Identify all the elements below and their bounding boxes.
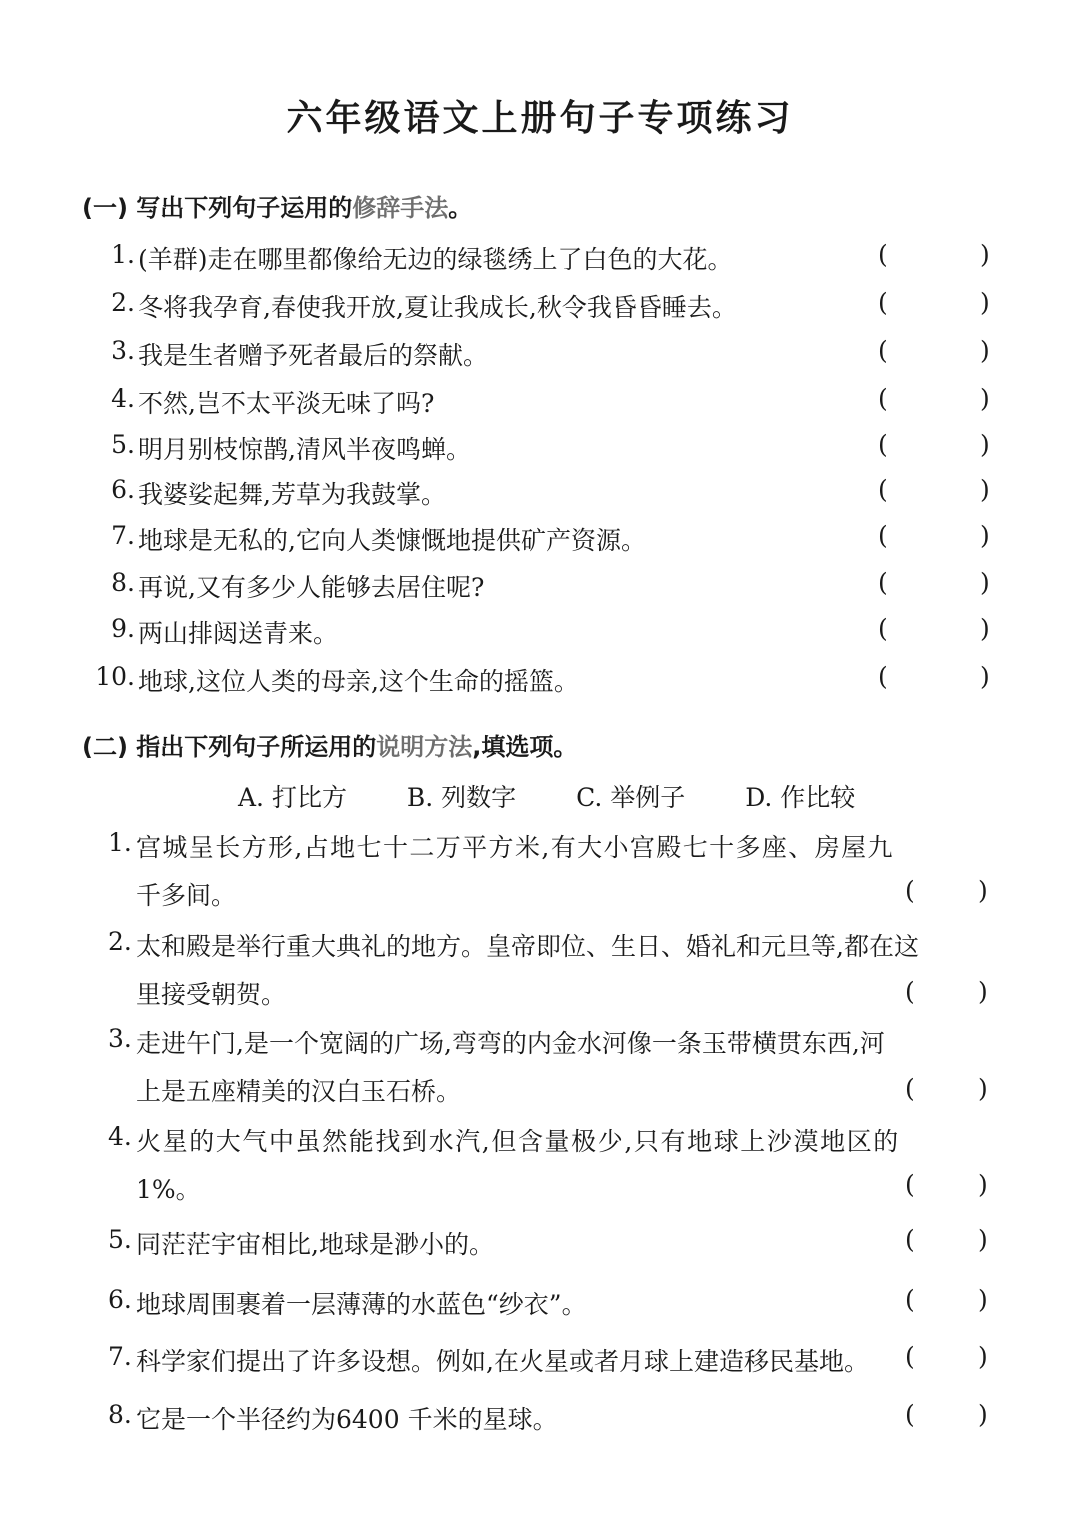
answer-paren-close: ) bbox=[978, 876, 988, 905]
s2-item-text-line1: 火星的大气中虽然能找到水汽,但含量极少,只有地球上沙漠地区的 bbox=[136, 1127, 900, 1156]
option-d: D. 作比较 bbox=[745, 783, 856, 812]
s2-item-1 bbox=[0, 828, 1080, 918]
s1-item-text: 不然,岂不太平淡无味了吗? bbox=[138, 389, 435, 418]
s2-item-number: 7. bbox=[108, 1342, 132, 1371]
s2-item-text-line1: 科学家们提出了许多设想。例如,在火星或者月球上建造移民基地。 bbox=[136, 1347, 869, 1376]
s2-item-text-line1: 走进午门,是一个宽阔的广场,弯弯的内金水河像一条玉带横贯东西,河 bbox=[136, 1029, 885, 1058]
s2-item-2 bbox=[0, 927, 1080, 1017]
answer-paren-close: ) bbox=[980, 475, 990, 504]
answer-paren-open: ( bbox=[878, 240, 888, 269]
answer-paren-close: ) bbox=[978, 1400, 988, 1429]
s1-item-text: 再说,又有多少人能够去居住呢? bbox=[138, 573, 485, 602]
answer-paren-open: ( bbox=[905, 1225, 915, 1254]
s1-item-7 bbox=[0, 521, 1080, 561]
section1-heading-suffix: 。 bbox=[448, 194, 473, 222]
s2-item-text-line1: 同茫茫宇宙相比,地球是渺小的。 bbox=[136, 1230, 494, 1259]
section2-heading-suffix: ,填选项。 bbox=[472, 733, 578, 761]
answer-paren-open: ( bbox=[905, 1285, 915, 1314]
answer-paren-open: ( bbox=[905, 1170, 915, 1199]
answer-paren-open: ( bbox=[905, 1074, 915, 1103]
s2-item-number: 4. bbox=[108, 1122, 132, 1151]
answer-paren-close: ) bbox=[980, 521, 990, 550]
s1-item-10 bbox=[0, 662, 1080, 702]
s1-item-text: 冬将我孕育,春使我开放,夏让我成长,秋令我昏昏睡去。 bbox=[138, 293, 737, 322]
answer-paren-open: ( bbox=[905, 876, 915, 905]
s1-item-2 bbox=[0, 288, 1080, 328]
s2-item-number: 6. bbox=[108, 1285, 132, 1314]
s1-item-text: 两山排闼送青来。 bbox=[138, 619, 339, 648]
s2-item-text-line2: 1%。 bbox=[136, 1175, 201, 1204]
answer-paren-close: ) bbox=[980, 614, 990, 643]
answer-paren-close: ) bbox=[978, 1285, 988, 1314]
section1-heading-highlight: 修辞手法 bbox=[352, 194, 449, 222]
s1-item-number: 1. bbox=[111, 240, 135, 269]
s1-item-text: 地球,这位人类的母亲,这个生命的摇篮。 bbox=[138, 667, 579, 696]
s1-item-number: 10. bbox=[95, 662, 135, 691]
answer-paren-open: ( bbox=[905, 977, 915, 1006]
s1-item-number: 5. bbox=[111, 430, 135, 459]
s2-item-number: 3. bbox=[108, 1024, 132, 1053]
s2-item-text-line1: 它是一个半径约为6400 千米的星球。 bbox=[136, 1405, 558, 1434]
s2-item-7 bbox=[0, 1342, 1080, 1382]
answer-paren-open: ( bbox=[878, 384, 888, 413]
s2-item-3 bbox=[0, 1024, 1080, 1114]
answer-paren-open: ( bbox=[878, 336, 888, 365]
section1-heading-prefix: (一) 写出下列句子运用的 bbox=[82, 194, 353, 222]
answer-paren-open: ( bbox=[878, 521, 888, 550]
s2-item-5 bbox=[0, 1225, 1080, 1265]
s2-item-text-line2: 上是五座精美的汉白玉石桥。 bbox=[136, 1077, 462, 1106]
s2-item-6 bbox=[0, 1285, 1080, 1325]
answer-paren-open: ( bbox=[878, 568, 888, 597]
s2-item-4 bbox=[0, 1122, 1080, 1212]
option-c: C. 举例子 bbox=[576, 783, 686, 812]
section2-heading-prefix: (二) 指出下列句子所运用的 bbox=[82, 733, 377, 761]
s1-item-number: 4. bbox=[111, 384, 135, 413]
s1-item-9 bbox=[0, 614, 1080, 654]
s1-item-number: 6. bbox=[111, 475, 135, 504]
answer-paren-close: ) bbox=[978, 1225, 988, 1254]
s2-item-text-line2: 里接受朝贺。 bbox=[136, 980, 287, 1009]
answer-paren-open: ( bbox=[878, 430, 888, 459]
s1-item-6 bbox=[0, 475, 1080, 515]
answer-paren-close: ) bbox=[980, 288, 990, 317]
answer-paren-close: ) bbox=[980, 662, 990, 691]
option-b: B. 列数字 bbox=[406, 783, 517, 812]
s1-item-text: (羊群)走在哪里都像给无边的绿毯绣上了白色的大花。 bbox=[138, 245, 733, 274]
answer-paren-close: ) bbox=[978, 1170, 988, 1199]
s2-item-number: 8. bbox=[108, 1400, 132, 1429]
answer-paren-open: ( bbox=[878, 475, 888, 504]
s1-item-number: 2. bbox=[111, 288, 135, 317]
answer-paren-close: ) bbox=[980, 336, 990, 365]
answer-paren-close: ) bbox=[978, 977, 988, 1006]
s2-item-text-line2: 千多间。 bbox=[136, 881, 237, 910]
answer-paren-close: ) bbox=[978, 1342, 988, 1371]
s1-item-5 bbox=[0, 430, 1080, 470]
answer-paren-open: ( bbox=[878, 662, 888, 691]
answer-paren-close: ) bbox=[980, 430, 990, 459]
section2-heading bbox=[82, 727, 577, 762]
answer-paren-open: ( bbox=[905, 1400, 915, 1429]
answer-options bbox=[238, 778, 907, 814]
s1-item-text: 明月别枝惊鹊,清风半夜鸣蝉。 bbox=[138, 435, 471, 464]
s2-item-text-line1: 太和殿是举行重大典礼的地方。皇帝即位、生日、婚礼和元旦等,都在这 bbox=[136, 932, 919, 961]
s1-item-text: 我是生者赠予死者最后的祭献。 bbox=[138, 341, 489, 370]
s2-item-text-line1: 宫城呈长方形,占地七十二万平方米,有大小宫殿七十多座、房屋九 bbox=[136, 833, 894, 862]
s1-item-1 bbox=[0, 240, 1080, 280]
s1-item-number: 9. bbox=[111, 614, 135, 643]
section1-heading bbox=[82, 188, 472, 223]
s1-item-3 bbox=[0, 336, 1080, 376]
section2-heading-highlight: 说明方法 bbox=[376, 733, 473, 761]
s2-item-text-line1: 地球周围裹着一层薄薄的水蓝色“纱衣”。 bbox=[136, 1290, 587, 1319]
answer-paren-close: ) bbox=[980, 384, 990, 413]
s1-item-number: 7. bbox=[111, 521, 135, 550]
answer-paren-close: ) bbox=[980, 240, 990, 269]
s1-item-number: 3. bbox=[111, 336, 135, 365]
s1-item-4 bbox=[0, 384, 1080, 424]
s2-item-number: 1. bbox=[108, 828, 132, 857]
s2-item-number: 5. bbox=[108, 1225, 132, 1254]
s2-item-8 bbox=[0, 1400, 1080, 1440]
answer-paren-open: ( bbox=[878, 288, 888, 317]
s1-item-text: 地球是无私的,它向人类慷慨地提供矿产资源。 bbox=[138, 526, 646, 555]
s1-item-8 bbox=[0, 568, 1080, 608]
page-title: 六年级语文上册句子专项练习 bbox=[286, 97, 794, 139]
answer-paren-close: ) bbox=[978, 1074, 988, 1103]
s2-item-number: 2. bbox=[108, 927, 132, 956]
s1-item-text: 我婆娑起舞,芳草为我鼓掌。 bbox=[138, 480, 446, 509]
s1-item-number: 8. bbox=[111, 568, 135, 597]
answer-paren-open: ( bbox=[878, 614, 888, 643]
answer-paren-close: ) bbox=[980, 568, 990, 597]
answer-paren-open: ( bbox=[905, 1342, 915, 1371]
option-a: A. 打比方 bbox=[238, 783, 347, 812]
